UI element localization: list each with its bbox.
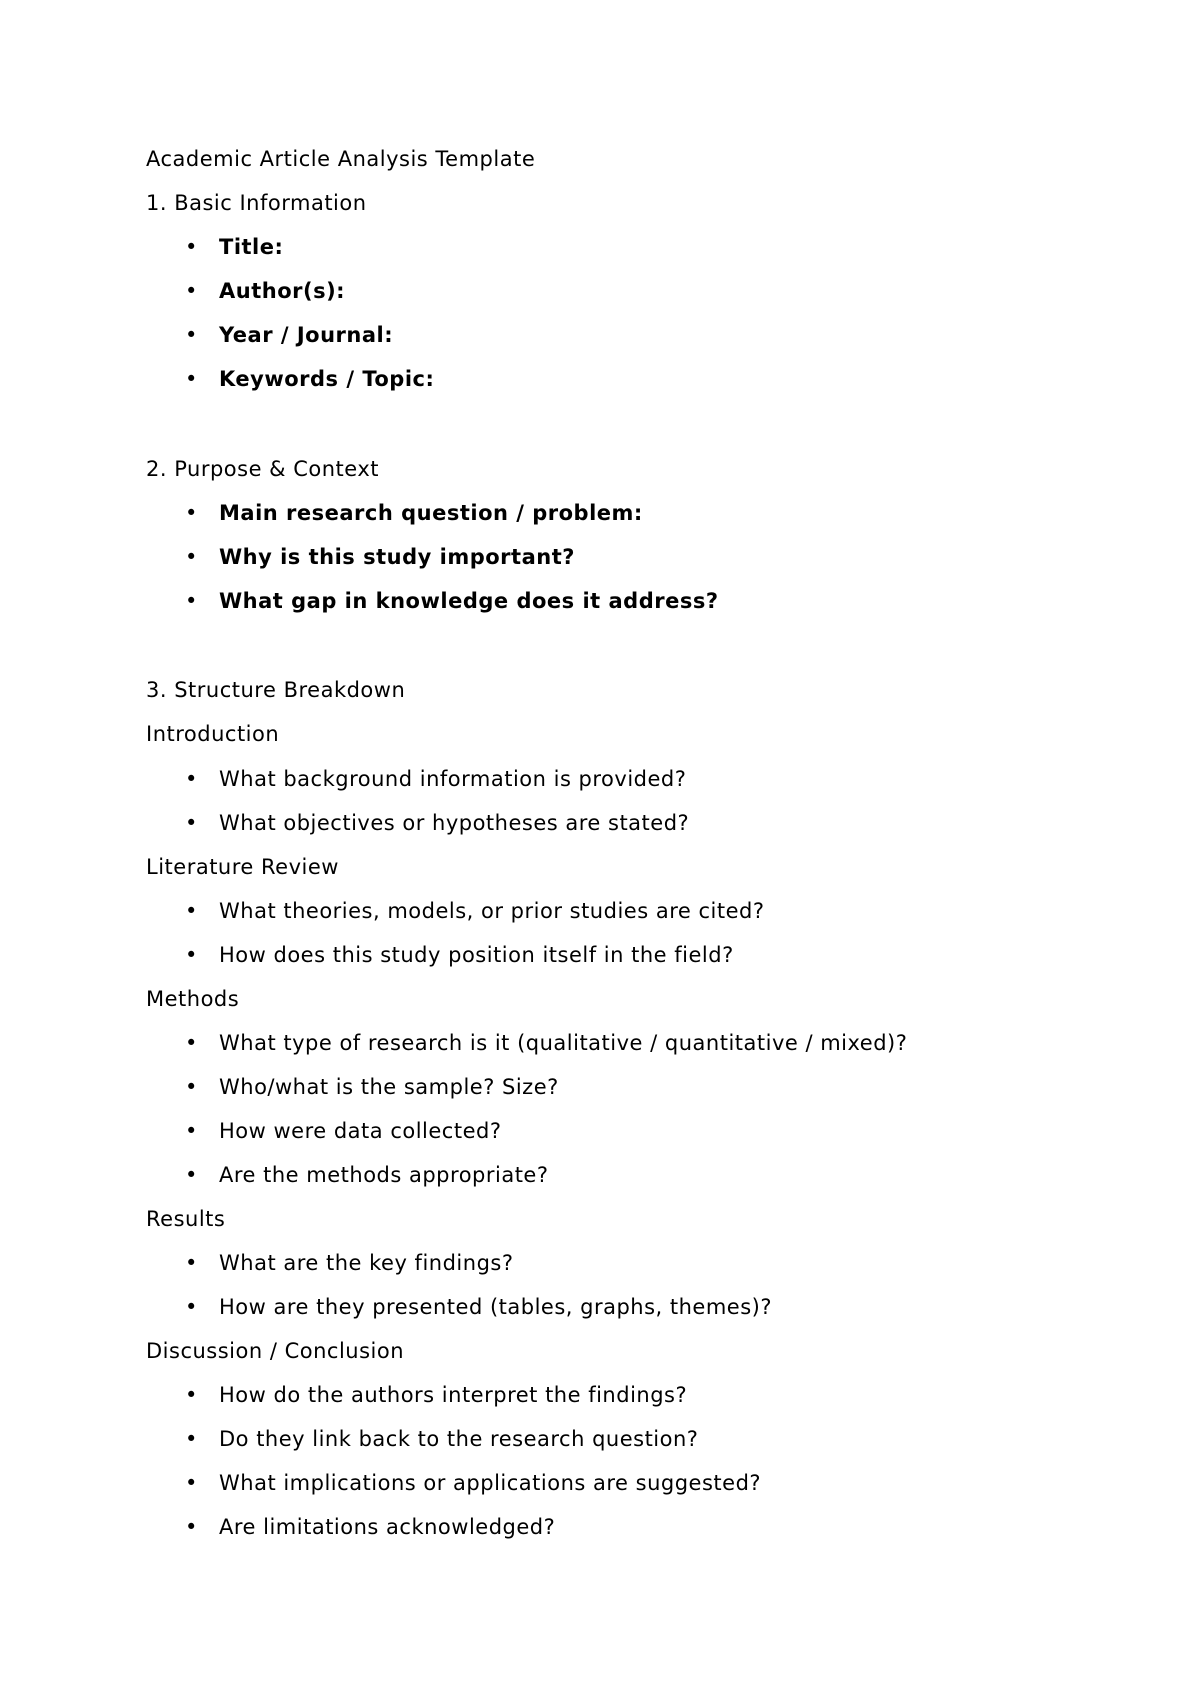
list-item-text: What type of research is it (qualitative / quantitative / mixed)?: [219, 1031, 908, 1055]
bullet-icon: •: [185, 501, 198, 525]
bullet-icon: •: [185, 1471, 198, 1495]
bullet-icon: •: [185, 943, 198, 967]
list-item: [185, 500, 643, 526]
subsection-heading: Results: [146, 1207, 226, 1231]
bullet-icon: •: [185, 545, 198, 569]
list-item: [185, 1162, 549, 1188]
bullet-icon: •: [185, 1163, 198, 1187]
list-item: [185, 234, 283, 260]
list-item-text: What implications or applications are suggested?: [219, 1471, 762, 1495]
list-item: [185, 1074, 559, 1100]
list-item: [185, 1294, 772, 1320]
bullet-icon: •: [185, 235, 198, 259]
list-item-text: How were data collected?: [219, 1119, 502, 1143]
list-item: [185, 1382, 687, 1408]
list-item-text: Author(s):: [219, 279, 346, 303]
list-item: [185, 1030, 907, 1056]
list-item: [185, 1118, 502, 1144]
list-item: [185, 942, 734, 968]
list-item-text: How do the authors interpret the findings?: [219, 1383, 688, 1407]
bullet-icon: •: [185, 589, 198, 613]
bullet-icon: •: [185, 899, 198, 923]
bullet-icon: •: [185, 1515, 198, 1539]
list-item: [185, 278, 345, 304]
list-item-text: Do they link back to the research question?: [219, 1427, 699, 1451]
list-item-text: Why is this study important?: [219, 545, 575, 569]
bullet-icon: •: [185, 1075, 198, 1099]
list-item: [185, 1514, 555, 1540]
list-item-text: Are limitations acknowledged?: [219, 1515, 556, 1539]
list-item-text: What gap in knowledge does it address?: [219, 589, 719, 613]
bullet-icon: •: [185, 1383, 198, 1407]
section-heading: 1. Basic Information: [146, 191, 367, 215]
list-item: [185, 1470, 761, 1496]
list-item: [185, 322, 393, 348]
list-item-text: Who/what is the sample? Size?: [219, 1075, 559, 1099]
list-item-text: How does this study position itself in the field?: [219, 943, 734, 967]
section-heading: 2. Purpose & Context: [146, 457, 379, 481]
subsection-heading: Introduction: [146, 722, 280, 746]
subsection-heading: Discussion / Conclusion: [146, 1339, 405, 1363]
bullet-icon: •: [185, 1251, 198, 1275]
document-title: Academic Article Analysis Template: [146, 147, 536, 171]
list-item: [185, 1426, 698, 1452]
list-item: [185, 544, 575, 570]
list-item-text: What are the key findings?: [219, 1251, 514, 1275]
list-item-text: Keywords / Topic:: [219, 367, 435, 391]
list-item-text: What theories, models, or prior studies are cited?: [219, 899, 765, 923]
list-item: [185, 588, 719, 614]
subsection-heading: Literature Review: [146, 855, 339, 879]
list-item-text: How are they presented (tables, graphs, themes)?: [219, 1295, 772, 1319]
list-item: [185, 366, 434, 392]
subsection-heading: Methods: [146, 987, 240, 1011]
list-item: [185, 1250, 514, 1276]
list-item-text: Are the methods appropriate?: [219, 1163, 549, 1187]
list-item-text: What background information is provided?: [219, 767, 687, 791]
list-item: [185, 766, 686, 792]
bullet-icon: •: [185, 323, 198, 347]
bullet-icon: •: [185, 279, 198, 303]
bullet-icon: •: [185, 1295, 198, 1319]
list-item: [185, 898, 764, 924]
bullet-icon: •: [185, 811, 198, 835]
bullet-icon: •: [185, 367, 198, 391]
list-item-text: What objectives or hypotheses are stated?: [219, 811, 690, 835]
bullet-icon: •: [185, 1427, 198, 1451]
bullet-icon: •: [185, 1119, 198, 1143]
list-item-text: Year / Journal:: [219, 323, 394, 347]
section-heading: 3. Structure Breakdown: [146, 678, 406, 702]
list-item-text: Main research question / problem:: [219, 501, 643, 525]
list-item-text: Title:: [219, 235, 284, 259]
bullet-icon: •: [185, 1031, 198, 1055]
bullet-icon: •: [185, 767, 198, 791]
list-item: [185, 810, 689, 836]
